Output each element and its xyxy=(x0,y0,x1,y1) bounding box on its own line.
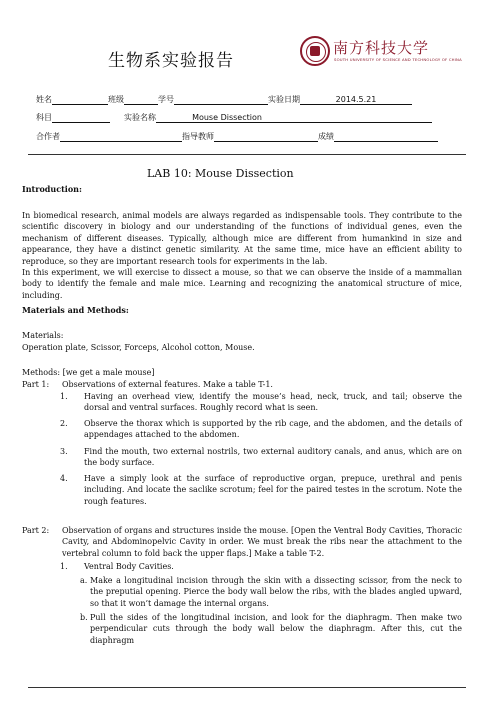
grade-label: 成绩 xyxy=(318,132,334,141)
name-field[interactable] xyxy=(52,95,108,105)
experiment-field-extension xyxy=(298,113,432,123)
part-1-item-3: 3. Find the mouth, two external nostrils, two external auditory canals, and anus, which are on the body surface. xyxy=(60,447,462,468)
intro-paragraph-2: In this experiment, we will exercise to dissect a mouse, so that we can observe the inside of a mammalian body to identify the female and male mice. Learning and recognizing the anatomical structure of mice, including. xyxy=(22,268,462,300)
part-2-subitem-b: b. Pull the sides of the longitudinal incision, and look for the diaphragm. Then make two perpendicular cuts through the body wall below the diaphragm. After this, cut the diaphragm xyxy=(80,613,462,645)
part-1-label: Part 1: xyxy=(22,380,50,389)
part-1-heading xyxy=(22,379,462,390)
teacher-label: 指导教师 xyxy=(182,132,214,141)
report-title: 生物系实验报告 xyxy=(108,51,234,71)
info-row-3 xyxy=(36,131,438,142)
subject-field[interactable] xyxy=(52,113,110,123)
experiment-field[interactable]: Mouse Dissection xyxy=(156,113,298,123)
part-2-label: Part 2: xyxy=(22,526,50,535)
lab-title: LAB 10: Mouse Dissection xyxy=(147,167,294,180)
date-label: 实验日期 xyxy=(268,95,300,104)
subject-label: 科目 xyxy=(36,113,52,122)
part-2-title: Observation of organs and structures inside the mouse. [Open the Ventral Body Cavities, Thoracic Cavity, and Abdominopelvic Cavity in order. We must break the ribs near the attachment to the vertebral column to fold back the upper flaps.] Make a table T-2. xyxy=(62,526,462,558)
part-2-heading xyxy=(22,525,462,559)
part-1-title: Observations of external features. Make a table T-1. xyxy=(62,380,273,389)
materials-label: Materials: xyxy=(22,331,64,340)
part-1-item-4: 4. Have a simply look at the surface of reproductive organ, prepuce, urethral and penis including. And locate the saclike scrotum; feel for the paired testes in the scrotum. Note the rough features. xyxy=(60,474,462,506)
part-1-item-2: 2. Observe the thorax which is supported by the rib cage, and the abdomen, and the details of appendages attached to the abdomen. xyxy=(60,419,462,440)
part-1-item-1: 1. Having an overhead view, identify the mouse’s head, neck, truck, and tail; observe the dorsal and ventral surfaces. Roughly record what is seen. xyxy=(60,392,462,413)
methods-heading: Materials and Methods: xyxy=(22,305,129,315)
class-field[interactable] xyxy=(124,95,158,105)
university-logo-icon xyxy=(300,36,330,66)
name-label: 姓名 xyxy=(36,95,52,104)
student-id-field[interactable] xyxy=(174,95,268,105)
info-row-2 xyxy=(36,112,432,123)
methods-label: Methods: [we get a male mouse] xyxy=(22,368,155,377)
student-id-label: 学号 xyxy=(158,95,174,104)
materials-list: Operation plate, Scissor, Forceps, Alcohol cotton, Mouse. xyxy=(22,343,255,352)
grade-field[interactable] xyxy=(334,132,438,142)
teacher-field[interactable] xyxy=(214,132,318,142)
intro-paragraph-1: In biomedical research, animal models are always regarded as indispensable tools. They contribute to the scientific discovery in biology and our understanding of the functions of individual genes, even the mechanism of different diseases. Typically, although mice are different from humankind in size and appearance, they have a distinct genetic similarity. At the same time, mice have an efficient ability to reproduce, so they are important research tools for experiments in the lab. xyxy=(22,211,462,266)
class-label: 班级 xyxy=(108,95,124,104)
experiment-label: 实验名称 xyxy=(124,113,156,122)
info-row-1 xyxy=(36,94,412,105)
part-2-item-1: 1. Ventral Body Cavities. xyxy=(60,562,174,571)
date-field[interactable]: 2014.5.21 xyxy=(300,95,412,105)
part-2-subitem-a: a. Make a longitudinal incision through the skin with a dissecting scissor, from the neck to the preputial opening. Pierce the body wall below the ribs, with the blades angled upward, so that it won’t damage the internal organs. xyxy=(80,576,462,608)
footer-divider xyxy=(28,687,466,688)
header-divider xyxy=(28,154,466,155)
partner-label: 合作者 xyxy=(36,132,60,141)
partner-field[interactable] xyxy=(60,132,182,142)
university-name-en: SOUTH UNIVERSITY OF SCIENCE AND TECHNOLOGY OF CHINA xyxy=(334,57,462,62)
intro-heading: Introduction: xyxy=(22,184,82,194)
university-name: 南方科技大学 xyxy=(333,39,430,57)
